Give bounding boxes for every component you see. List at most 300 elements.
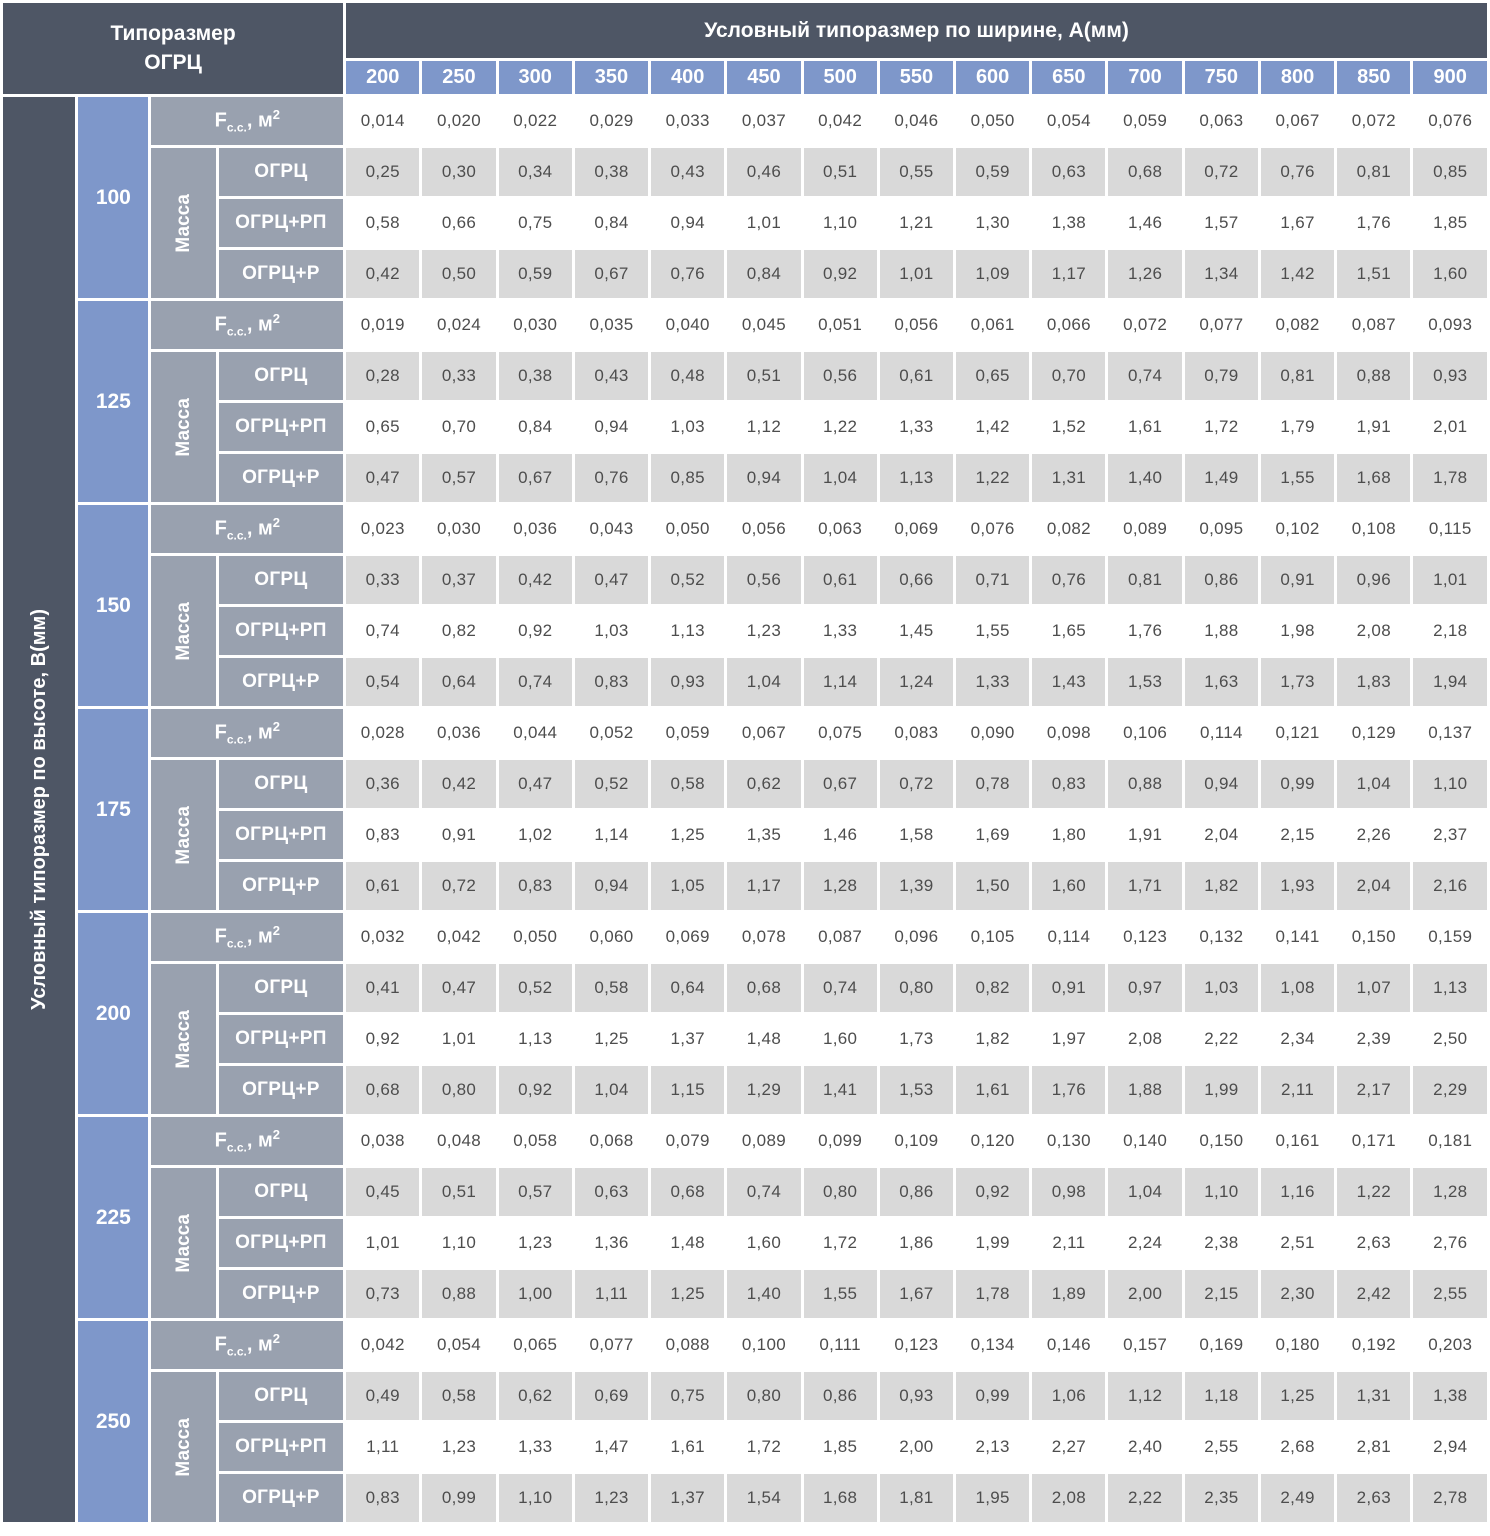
mass-value-cell: 1,01 — [422, 1015, 495, 1063]
mass-value-cell: 2,94 — [1413, 1423, 1487, 1471]
mass-value-cell: 0,34 — [499, 148, 572, 196]
mass-value-cell: 2,42 — [1337, 1270, 1410, 1318]
mass-value-cell: 0,67 — [575, 250, 648, 298]
mass-row-label: ОГРЦ — [219, 352, 343, 400]
width-col-header: 400 — [651, 61, 724, 94]
mass-value-cell: 1,52 — [1032, 403, 1105, 451]
f-value-cell: 0,150 — [1337, 913, 1410, 961]
mass-value-cell: 2,04 — [1185, 811, 1258, 859]
f-value-cell: 0,069 — [651, 913, 724, 961]
mass-value-cell: 0,63 — [1032, 148, 1105, 196]
mass-value-cell: 0,47 — [499, 760, 572, 808]
mass-value-cell: 0,59 — [499, 250, 572, 298]
mass-value-cell: 2,29 — [1413, 1066, 1487, 1114]
f-value-cell: 0,078 — [727, 913, 800, 961]
group-225-row-0 — [3, 1117, 1487, 1165]
mass-value-cell: 0,80 — [804, 1168, 877, 1216]
mass-value-cell: 2,15 — [1261, 811, 1334, 859]
mass-value-cell: 0,76 — [1032, 556, 1105, 604]
f-value-cell: 0,095 — [1185, 505, 1258, 553]
mass-row-label: ОГРЦ+РП — [219, 1219, 343, 1267]
group-150-row-1 — [3, 556, 1487, 604]
mass-value-cell: 1,46 — [1108, 199, 1181, 247]
mass-value-cell: 0,57 — [499, 1168, 572, 1216]
mass-value-cell: 0,88 — [1337, 352, 1410, 400]
mass-value-cell: 1,26 — [1108, 250, 1181, 298]
mass-value-cell: 1,60 — [727, 1219, 800, 1267]
mass-value-cell: 1,53 — [1108, 658, 1181, 706]
mass-value-cell: 1,95 — [956, 1474, 1029, 1522]
mass-value-cell: 2,55 — [1185, 1423, 1258, 1471]
mass-value-cell: 0,84 — [575, 199, 648, 247]
f-value-cell: 0,076 — [1413, 97, 1487, 145]
mass-value-cell: 1,85 — [1413, 199, 1487, 247]
f-label-sup: 2 — [272, 923, 280, 939]
mass-value-cell: 1,13 — [651, 607, 724, 655]
f-value-cell: 0,035 — [575, 301, 648, 349]
mass-value-cell: 1,79 — [1261, 403, 1334, 451]
mass-value-cell: 1,47 — [575, 1423, 648, 1471]
mass-value-cell: 1,43 — [1032, 658, 1105, 706]
f-value-cell: 0,020 — [422, 97, 495, 145]
mass-value-cell: 0,42 — [499, 556, 572, 604]
mass-value-cell: 1,10 — [1413, 760, 1487, 808]
mass-value-cell: 1,38 — [1413, 1372, 1487, 1420]
mass-value-cell: 2,22 — [1185, 1015, 1258, 1063]
mass-value-cell: 0,84 — [499, 403, 572, 451]
mass-value-cell: 0,97 — [1108, 964, 1181, 1012]
mass-value-cell: 0,67 — [499, 454, 572, 502]
mass-value-cell: 1,18 — [1185, 1372, 1258, 1420]
mass-value-cell: 1,67 — [880, 1270, 953, 1318]
f-value-cell: 0,045 — [727, 301, 800, 349]
mass-value-cell: 0,84 — [727, 250, 800, 298]
mass-value-cell: 0,94 — [1185, 760, 1258, 808]
mass-value-cell: 1,61 — [1108, 403, 1181, 451]
mass-value-cell: 0,93 — [651, 658, 724, 706]
mass-value-cell: 0,75 — [651, 1372, 724, 1420]
mass-value-cell: 1,99 — [1185, 1066, 1258, 1114]
f-label-sub: с.с. — [226, 1344, 247, 1359]
mass-value-cell: 0,83 — [346, 811, 419, 859]
mass-row-label: ОГРЦ+Р — [219, 1066, 343, 1114]
mass-value-cell: 2,11 — [1032, 1219, 1105, 1267]
mass-value-cell: 2,81 — [1337, 1423, 1410, 1471]
mass-value-cell: 2,16 — [1413, 862, 1487, 910]
mass-value-cell: 2,00 — [1108, 1270, 1181, 1318]
f-label-sup: 2 — [272, 1127, 280, 1143]
width-col-header: 850 — [1337, 61, 1410, 94]
mass-value-cell: 1,63 — [1185, 658, 1258, 706]
mass-value-cell: 0,67 — [804, 760, 877, 808]
group-100-row-3 — [3, 250, 1487, 298]
f-value-cell: 0,093 — [1413, 301, 1487, 349]
mass-value-cell: 0,92 — [804, 250, 877, 298]
mass-value-cell: 0,96 — [1337, 556, 1410, 604]
width-col-header: 200 — [346, 61, 419, 94]
mass-value-cell: 0,73 — [346, 1270, 419, 1318]
f-label-base: F — [214, 1129, 227, 1152]
mass-value-cell: 0,47 — [422, 964, 495, 1012]
f-value-cell: 0,082 — [1261, 301, 1334, 349]
mass-row-label: ОГРЦ — [219, 1372, 343, 1420]
f-value-cell: 0,150 — [1185, 1117, 1258, 1165]
mass-label — [151, 964, 215, 1114]
group-height-175: 175 — [78, 709, 148, 910]
mass-value-cell: 0,30 — [422, 148, 495, 196]
mass-value-cell: 2,76 — [1413, 1219, 1487, 1267]
mass-row-label: ОГРЦ — [219, 760, 343, 808]
mass-value-cell: 1,82 — [956, 1015, 1029, 1063]
mass-value-cell: 0,91 — [1261, 556, 1334, 604]
f-value-cell: 0,050 — [956, 97, 1029, 145]
mass-row-label: ОГРЦ+РП — [219, 1423, 343, 1471]
f-value-cell: 0,169 — [1185, 1321, 1258, 1369]
f-value-cell: 0,054 — [1032, 97, 1105, 145]
mass-value-cell: 0,52 — [575, 760, 648, 808]
mass-value-cell: 1,93 — [1261, 862, 1334, 910]
mass-value-cell: 2,11 — [1261, 1066, 1334, 1114]
mass-value-cell: 1,22 — [956, 454, 1029, 502]
mass-value-cell: 1,34 — [1185, 250, 1258, 298]
mass-label — [151, 760, 215, 910]
mass-value-cell: 0,99 — [422, 1474, 495, 1522]
f-value-cell: 0,121 — [1261, 709, 1334, 757]
height-axis-title — [3, 97, 75, 1522]
mass-value-cell: 0,49 — [346, 1372, 419, 1420]
f-value-cell: 0,050 — [499, 913, 572, 961]
width-col-header: 800 — [1261, 61, 1334, 94]
mass-row-label: ОГРЦ — [219, 1168, 343, 1216]
mass-row-label: ОГРЦ+РП — [219, 199, 343, 247]
f-label-sub: с.с. — [226, 936, 247, 951]
f-value-cell: 0,192 — [1337, 1321, 1410, 1369]
f-label-base: F — [214, 109, 227, 132]
mass-value-cell: 1,25 — [651, 811, 724, 859]
f-value-cell: 0,052 — [575, 709, 648, 757]
mass-value-cell: 1,49 — [1185, 454, 1258, 502]
mass-value-cell: 1,01 — [727, 199, 800, 247]
f-value-cell: 0,036 — [499, 505, 572, 553]
f-value-cell: 0,100 — [727, 1321, 800, 1369]
f-value-cell: 0,098 — [1032, 709, 1105, 757]
mass-value-cell: 0,61 — [346, 862, 419, 910]
mass-value-cell: 2,63 — [1337, 1219, 1410, 1267]
f-value-cell: 0,050 — [651, 505, 724, 553]
f-value-cell: 0,067 — [727, 709, 800, 757]
mass-value-cell: 2,08 — [1337, 607, 1410, 655]
f-value-cell: 0,140 — [1108, 1117, 1181, 1165]
f-value-cell: 0,061 — [956, 301, 1029, 349]
mass-value-cell: 2,22 — [1108, 1474, 1181, 1522]
height-axis-title-text: Условный типоразмер по высоте, В(мм) — [27, 609, 50, 1010]
mass-value-cell: 1,12 — [727, 403, 800, 451]
f-value-cell: 0,014 — [346, 97, 419, 145]
mass-value-cell: 1,94 — [1413, 658, 1487, 706]
group-100-row-0 — [3, 97, 1487, 145]
mass-value-cell: 1,58 — [880, 811, 953, 859]
mass-row-label: ОГРЦ+Р — [219, 862, 343, 910]
mass-value-cell: 1,13 — [499, 1015, 572, 1063]
f-value-cell: 0,115 — [1413, 505, 1487, 553]
mass-value-cell: 1,36 — [575, 1219, 648, 1267]
mass-value-cell: 0,70 — [1032, 352, 1105, 400]
mass-value-cell: 1,54 — [727, 1474, 800, 1522]
f-value-cell: 0,059 — [1108, 97, 1181, 145]
mass-value-cell: 1,91 — [1337, 403, 1410, 451]
mass-value-cell: 0,81 — [1108, 556, 1181, 604]
group-225-row-2 — [3, 1219, 1487, 1267]
mass-row-label: ОГРЦ+Р — [219, 250, 343, 298]
f-value-cell: 0,030 — [422, 505, 495, 553]
mass-row-label: ОГРЦ+Р — [219, 454, 343, 502]
mass-value-cell: 0,78 — [956, 760, 1029, 808]
f-label-unit: , м — [246, 517, 273, 540]
mass-value-cell: 2,24 — [1108, 1219, 1181, 1267]
mass-value-cell: 1,50 — [956, 862, 1029, 910]
mass-value-cell: 2,04 — [1337, 862, 1410, 910]
f-value-cell: 0,087 — [1337, 301, 1410, 349]
mass-value-cell: 0,92 — [499, 607, 572, 655]
mass-value-cell: 1,17 — [1032, 250, 1105, 298]
mass-value-cell: 1,10 — [499, 1474, 572, 1522]
f-value-cell: 0,042 — [422, 913, 495, 961]
mass-value-cell: 2,63 — [1337, 1474, 1410, 1522]
mass-value-cell: 2,00 — [880, 1423, 953, 1471]
mass-value-cell: 1,72 — [1185, 403, 1258, 451]
mass-value-cell: 0,79 — [1185, 352, 1258, 400]
f-label-sup: 2 — [272, 1331, 280, 1347]
f-value-cell: 0,087 — [804, 913, 877, 961]
mass-value-cell: 1,73 — [880, 1015, 953, 1063]
f-value-cell: 0,032 — [346, 913, 419, 961]
mass-value-cell: 0,43 — [575, 352, 648, 400]
f-value-cell: 0,063 — [804, 505, 877, 553]
f-value-cell: 0,123 — [880, 1321, 953, 1369]
mass-value-cell: 0,81 — [1261, 352, 1334, 400]
mass-value-cell: 0,46 — [727, 148, 800, 196]
f-value-cell: 0,051 — [804, 301, 877, 349]
mass-value-cell: 1,40 — [1108, 454, 1181, 502]
width-col-header: 900 — [1413, 61, 1487, 94]
mass-value-cell: 1,85 — [804, 1423, 877, 1471]
group-125-row-3 — [3, 454, 1487, 502]
mass-label-text: Масса — [172, 1213, 194, 1273]
f-label-unit: , м — [246, 721, 273, 744]
mass-row-label: ОГРЦ — [219, 556, 343, 604]
mass-value-cell: 0,66 — [880, 556, 953, 604]
mass-value-cell: 0,51 — [804, 148, 877, 196]
mass-value-cell: 2,34 — [1261, 1015, 1334, 1063]
mass-value-cell: 2,01 — [1413, 403, 1487, 451]
group-250-row-0 — [3, 1321, 1487, 1369]
width-axis-title: Условный типоразмер по ширине, А(мм) — [346, 3, 1487, 58]
mass-value-cell: 0,83 — [346, 1474, 419, 1522]
group-175-row-2 — [3, 811, 1487, 859]
mass-value-cell: 0,68 — [727, 964, 800, 1012]
mass-value-cell: 0,83 — [575, 658, 648, 706]
mass-value-cell: 0,58 — [575, 964, 648, 1012]
mass-value-cell: 0,59 — [956, 148, 1029, 196]
mass-value-cell: 0,70 — [422, 403, 495, 451]
f-value-cell: 0,056 — [880, 301, 953, 349]
mass-value-cell: 0,41 — [346, 964, 419, 1012]
mass-value-cell: 2,78 — [1413, 1474, 1487, 1522]
mass-value-cell: 0,76 — [651, 250, 724, 298]
mass-value-cell: 1,23 — [499, 1219, 572, 1267]
mass-value-cell: 1,05 — [651, 862, 724, 910]
mass-value-cell: 0,74 — [1108, 352, 1181, 400]
mass-value-cell: 0,92 — [346, 1015, 419, 1063]
mass-value-cell: 0,54 — [346, 658, 419, 706]
f-label-unit: , м — [246, 1129, 273, 1152]
mass-value-cell: 1,33 — [804, 607, 877, 655]
mass-value-cell: 0,86 — [880, 1168, 953, 1216]
f-value-cell: 0,028 — [346, 709, 419, 757]
mass-value-cell: 0,52 — [651, 556, 724, 604]
mass-value-cell: 0,80 — [422, 1066, 495, 1114]
f-value-cell: 0,076 — [956, 505, 1029, 553]
mass-value-cell: 1,89 — [1032, 1270, 1105, 1318]
mass-value-cell: 2,27 — [1032, 1423, 1105, 1471]
mass-value-cell: 0,42 — [346, 250, 419, 298]
f-value-cell: 0,077 — [575, 1321, 648, 1369]
mass-value-cell: 1,24 — [880, 658, 953, 706]
mass-value-cell: 1,86 — [880, 1219, 953, 1267]
mass-value-cell: 1,37 — [651, 1474, 724, 1522]
mass-value-cell: 1,33 — [956, 658, 1029, 706]
f-value-cell: 0,134 — [956, 1321, 1029, 1369]
mass-value-cell: 1,16 — [1261, 1168, 1334, 1216]
mass-value-cell: 0,82 — [956, 964, 1029, 1012]
f-value-cell: 0,058 — [499, 1117, 572, 1165]
f-value-cell: 0,019 — [346, 301, 419, 349]
group-150-row-3 — [3, 658, 1487, 706]
mass-value-cell: 1,69 — [956, 811, 1029, 859]
f-value-cell: 0,046 — [880, 97, 953, 145]
mass-value-cell: 0,48 — [651, 352, 724, 400]
group-125-row-0 — [3, 301, 1487, 349]
mass-value-cell: 0,91 — [1032, 964, 1105, 1012]
f-value-cell: 0,068 — [575, 1117, 648, 1165]
f-value-cell: 0,044 — [499, 709, 572, 757]
mass-value-cell: 0,93 — [880, 1372, 953, 1420]
mass-value-cell: 0,58 — [346, 199, 419, 247]
mass-row-label: ОГРЦ+Р — [219, 1270, 343, 1318]
f-value-cell: 0,056 — [727, 505, 800, 553]
mass-value-cell: 0,36 — [346, 760, 419, 808]
mass-value-cell: 1,09 — [956, 250, 1029, 298]
mass-value-cell: 1,41 — [804, 1066, 877, 1114]
f-area-label — [151, 913, 343, 961]
group-250-row-3 — [3, 1474, 1487, 1522]
mass-value-cell: 1,14 — [804, 658, 877, 706]
mass-label-text: Масса — [172, 601, 194, 661]
mass-value-cell: 2,40 — [1108, 1423, 1181, 1471]
mass-value-cell: 0,38 — [499, 352, 572, 400]
width-col-header: 550 — [880, 61, 953, 94]
mass-value-cell: 1,02 — [499, 811, 572, 859]
f-value-cell: 0,114 — [1185, 709, 1258, 757]
mass-value-cell: 1,57 — [1185, 199, 1258, 247]
mass-value-cell: 1,78 — [956, 1270, 1029, 1318]
f-value-cell: 0,111 — [804, 1321, 877, 1369]
mass-value-cell: 0,81 — [1337, 148, 1410, 196]
mass-value-cell: 1,03 — [1185, 964, 1258, 1012]
f-label-unit: , м — [246, 313, 273, 336]
group-100-row-1 — [3, 148, 1487, 196]
mass-value-cell: 0,75 — [499, 199, 572, 247]
mass-label — [151, 1372, 215, 1522]
mass-value-cell: 0,47 — [575, 556, 648, 604]
mass-label — [151, 148, 215, 298]
mass-value-cell: 0,74 — [804, 964, 877, 1012]
mass-value-cell: 1,01 — [346, 1219, 419, 1267]
group-height-150: 150 — [78, 505, 148, 706]
mass-value-cell: 1,03 — [575, 607, 648, 655]
mass-value-cell: 0,68 — [651, 1168, 724, 1216]
mass-value-cell: 0,83 — [499, 862, 572, 910]
mass-value-cell: 1,14 — [575, 811, 648, 859]
mass-value-cell: 1,23 — [422, 1423, 495, 1471]
mass-value-cell: 1,03 — [651, 403, 724, 451]
mass-value-cell: 1,22 — [804, 403, 877, 451]
mass-row-label: ОГРЦ+РП — [219, 811, 343, 859]
mass-value-cell: 0,86 — [1185, 556, 1258, 604]
f-value-cell: 0,023 — [346, 505, 419, 553]
mass-value-cell: 0,74 — [727, 1168, 800, 1216]
width-col-header: 300 — [499, 61, 572, 94]
mass-value-cell: 1,40 — [727, 1270, 800, 1318]
mass-value-cell: 2,13 — [956, 1423, 1029, 1471]
mass-value-cell: 0,91 — [422, 811, 495, 859]
mass-value-cell: 1,78 — [1413, 454, 1487, 502]
mass-value-cell: 1,68 — [804, 1474, 877, 1522]
f-value-cell: 0,075 — [804, 709, 877, 757]
f-value-cell: 0,054 — [422, 1321, 495, 1369]
mass-value-cell: 2,37 — [1413, 811, 1487, 859]
f-value-cell: 0,083 — [880, 709, 953, 757]
mass-label — [151, 1168, 215, 1318]
width-col-header: 750 — [1185, 61, 1258, 94]
f-label-sub: с.с. — [226, 732, 247, 747]
mass-value-cell: 1,46 — [804, 811, 877, 859]
f-value-cell: 0,033 — [651, 97, 724, 145]
f-value-cell: 0,022 — [499, 97, 572, 145]
mass-value-cell: 1,13 — [1413, 964, 1487, 1012]
f-label-base: F — [214, 517, 227, 540]
f-label-sup: 2 — [272, 719, 280, 735]
mass-value-cell: 0,74 — [346, 607, 419, 655]
mass-value-cell: 0,71 — [956, 556, 1029, 604]
f-label-unit: , м — [246, 1333, 273, 1356]
f-label-base: F — [214, 925, 227, 948]
f-value-cell: 0,132 — [1185, 913, 1258, 961]
f-value-cell: 0,040 — [651, 301, 724, 349]
mass-label-text: Масса — [172, 1009, 194, 1069]
mass-value-cell: 0,94 — [575, 403, 648, 451]
mass-value-cell: 0,92 — [956, 1168, 1029, 1216]
mass-value-cell: 2,49 — [1261, 1474, 1334, 1522]
f-value-cell: 0,077 — [1185, 301, 1258, 349]
f-value-cell: 0,096 — [880, 913, 953, 961]
f-label-sup: 2 — [272, 107, 280, 123]
mass-value-cell: 1,53 — [880, 1066, 953, 1114]
mass-value-cell: 0,61 — [804, 556, 877, 604]
mass-value-cell: 0,25 — [346, 148, 419, 196]
group-200-row-2 — [3, 1015, 1487, 1063]
mass-value-cell: 1,71 — [1108, 862, 1181, 910]
